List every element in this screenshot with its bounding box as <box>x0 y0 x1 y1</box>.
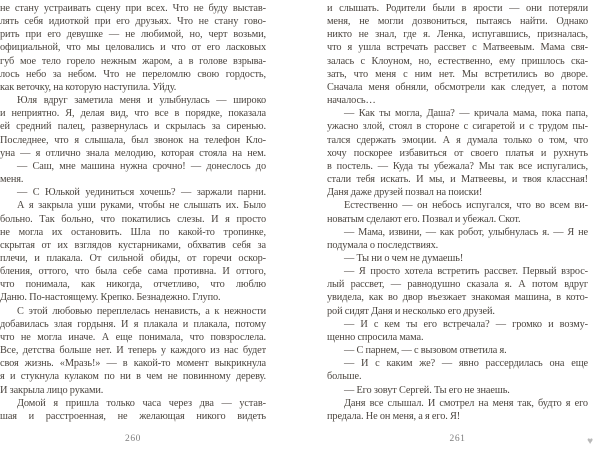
text-line: Даня даже друзей позвал на поиски! <box>327 187 483 199</box>
text-line: Даня все слышал. И смотрел на меня так, будто я его <box>344 397 588 409</box>
text-line: увидела, как во двор въезжает знакомая машина, в кото- <box>327 292 588 304</box>
text-line: ужасно злой, стоял в стороне с сигаретой и с трудом пы- <box>327 121 588 133</box>
text-line: что не могла иначе. А еще понимала, что повзрослела. <box>0 331 266 343</box>
page-left <box>0 0 266 453</box>
text-line: С этой любовью переплелась ненависть, а к нежности <box>17 305 266 317</box>
text-line: Все, детства больше нет. И теперь у каждого из нас будет <box>0 345 266 357</box>
text-line: добавилась злая гордыня. И я плакала и плакала, потому <box>0 318 266 330</box>
text-line: новатым сделают его. Позвал и убежал. Скот. <box>327 213 521 225</box>
text-line: Домой я пришла только часа через два — устав- <box>17 397 266 409</box>
text-line: подумала о последствиях. <box>327 239 439 251</box>
text-line: губ мое тело горело нежным жаром, а в голове взрыва- <box>0 55 266 67</box>
text-line: что понимала, как никогда, отчетливо, что люблю <box>0 279 266 291</box>
text-line: предала. Не он меня, а я его. Я! <box>327 410 461 422</box>
text-line: — Мама, извини, — как робот, улыбнулась я. — Я не <box>344 226 588 238</box>
text-line: залась с Клоуном, но, естественно, ему пришлось ска- <box>327 55 588 67</box>
text-line: скрытая от их взглядов кустарниками, обхватив себя за <box>0 239 266 251</box>
text-line: Естественно — он небось испугался, что во всем ви- <box>344 200 588 212</box>
text-line: Юля вдруг заметила меня и улыбнулась — широко <box>17 95 266 107</box>
text-line: щенно спросила мама. <box>327 331 424 343</box>
text-line: не могла их остановить. Шла по какой-то тропинке, <box>0 226 266 238</box>
text-line: началось… <box>327 95 376 107</box>
text-line: и неприятно. Я, делая вид, что все в порядке, показала <box>0 108 266 120</box>
text-line: что я ушла встречать рассвет с Матвеевым. Мама свя- <box>327 42 588 54</box>
text-line: — Саш, мне машина нужна срочно! — донеслось до <box>17 160 266 172</box>
text-line: Сначала меня обняли, обсмотрели как следует, а потом <box>327 81 588 93</box>
text-line: — И с каким же? — явно рассердилась она еще <box>344 358 588 370</box>
text-line: шая и расстроенная, не желающая никого видеть <box>0 410 266 422</box>
text-line: своя жизнь. «Мразь!» — в какой-то момент выкрикнула <box>0 358 266 370</box>
text-line: зать, что меня с ним нет. Мы встретились во дворе. <box>327 68 588 80</box>
page-number-left: 260 <box>124 434 142 444</box>
text-line: стали тебя искать. И мы, и Матвеевы, и твоя классная! <box>327 174 588 186</box>
text-line: лять себя идиоткой при его друзьях. Что не стану гово- <box>0 16 266 28</box>
text-line: больно. Так больно, что покатились слезы. И я просто <box>0 213 266 225</box>
text-line: в постель. — Куда ты убежала? Мы так все испугались, <box>327 160 588 172</box>
text-line: рить при его девушке — не любимой, но, черт возьми, <box>0 29 266 41</box>
text-line: — Как ты могла, Даша? — кричала мама, пока папа, <box>344 108 588 120</box>
text-line: плечи, и плакала. От сильной обиды, от горечи оскор- <box>0 252 266 264</box>
text-line: А я закрыла уши руками, чтобы не слышать их. Было <box>17 200 266 212</box>
text-line: ей средний палец, развернулась и скрылась за сиренью. <box>0 121 266 133</box>
page-number-right: 261 <box>449 434 466 444</box>
text-line: рой сидят Даня и несколько его друзей. <box>327 305 495 317</box>
text-line: Даню. По-настоящему. Крепко. Безнадежно. Глупо. <box>0 292 221 304</box>
text-line: уна — я отлично знала мелодию, которая стояла на нем. <box>0 147 266 159</box>
text-line: лось небо за небом. Что не переломлю свою гордость, <box>0 68 266 80</box>
text-line: тался сдержать эмоции. А я думала только о том, что <box>327 134 588 146</box>
favorite-heart-icon[interactable]: ♥ <box>587 436 593 447</box>
text-line: бления, оттого, что была себе сама противна. И оттого, <box>0 266 266 278</box>
text-line: и слышать. Родители были в ярости — они потеряли <box>327 3 588 14</box>
text-line: меня, не могли дозвониться, пытаясь найти. Однако <box>327 16 588 28</box>
text-line: не стану устраивать сцену при всех. Что не буду выстав- <box>0 3 266 14</box>
text-line: И закрыла лицо руками. <box>0 384 104 396</box>
page-right-text <box>327 0 588 423</box>
text-line: лый рассвет, — равнодушно сказала я. А потом вдруг <box>327 279 588 291</box>
text-line: — Его зовут Сергей. Ты его не знаешь. <box>344 384 510 396</box>
text-line: — С Юлькой уединиться хочешь? — заржали парни. <box>17 187 266 199</box>
text-line: — С парнем, — с вызовом ответила я. <box>344 345 507 357</box>
text-line: официальной, что мы целовались и что от его ласковых <box>0 42 266 54</box>
text-line: Последнее, что я слышала, был звонок на телефон Кло- <box>0 134 266 146</box>
text-line: — Я просто хотела встретить рассвет. Первый взрос- <box>344 266 588 278</box>
text-line: я и стукнула кулаком по ни в чем не повинному дереву. <box>0 371 266 383</box>
text-line: — Ты ни о чем не думаешь! <box>344 252 464 264</box>
text-line: как веточку, на которую наступила. Уйду. <box>0 81 177 93</box>
text-line: — И с кем ты его встречала? — громко и возму- <box>344 318 588 330</box>
page-left-text <box>0 0 266 423</box>
page-right <box>327 0 588 453</box>
text-line: никто не знал, где я. Ленка, испугавшись, призналась, <box>327 29 588 41</box>
text-line: хочу поскорее избавиться от своего платья и рухнуть <box>327 147 588 159</box>
text-line: меня. <box>0 174 24 186</box>
text-line: больше. <box>327 371 362 383</box>
